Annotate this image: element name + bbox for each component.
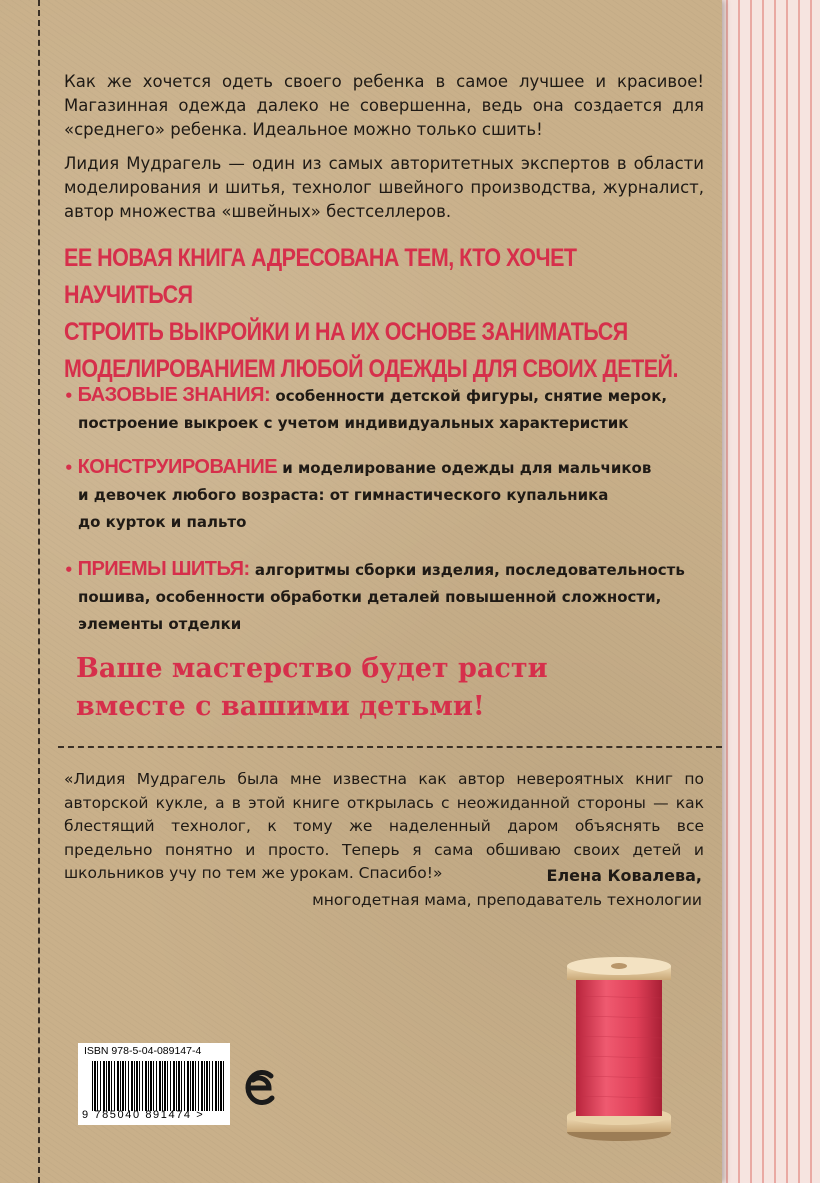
testimonial-author: Елена Ковалева,	[546, 866, 702, 885]
headline-line: МОДЕЛИРОВАНИЕМ ЛЮБОЙ ОДЕЖДЫ ДЛЯ СВОИХ ДЕТЕЙ.	[64, 355, 678, 383]
bullet-dot-icon: •	[64, 387, 74, 405]
barcode-bars	[92, 1061, 224, 1111]
headline-line: ЕЕ НОВАЯ КНИГА АДРЕСОВАНА ТЕМ, КТО ХОЧЕТ НАУЧИТЬСЯ	[64, 244, 577, 309]
bullet-text: пошива, особенности обработки деталей повышенной сложности,	[78, 588, 662, 606]
bullet-text: и девочек любого возраста: от гимнастического купальника	[78, 486, 609, 504]
slogan	[76, 650, 716, 726]
bullet-item	[64, 382, 714, 437]
bullet-keyword: ПРИЕМЫ ШИТЬЯ:	[77, 558, 250, 580]
bullet-text: до курток и пальто	[78, 513, 247, 531]
bullet-dot-icon: •	[64, 561, 74, 579]
isbn-text: ISBN 978-5-04-089147-4	[84, 1045, 202, 1057]
headline	[64, 240, 704, 388]
publisher-logo-icon	[241, 1068, 277, 1108]
bullet-text: алгоритмы сборки изделия, последовательность	[254, 561, 685, 579]
bullet-text: особенности детской фигуры, снятие мерок,	[275, 387, 668, 405]
barcode-digits: 9 785040 891474 >	[82, 1109, 205, 1121]
bullet-text: элементы отделки	[78, 615, 242, 633]
intro-paragraph-1: Как же хочется одеть своего ребенка в самое лучшее и красивое! Магазинная одежда далеко не совершенна, ведь она создается для «среднего» ребенка. Идеальное можно только сшить!	[64, 72, 704, 139]
intro-paragraph-2: Лидия Мудрагель — один из самых авторитетных экспертов в области моделирования и шитья, технолог швейного производства, журналист, автор множества «швейных» бестселлеров.	[64, 154, 704, 221]
testimonial-quote: «Лидия Мудрагель была мне известна как автор невероятных книг по авторской кукле, а в этой книге открылась с неожиданной стороны — как блестящий технолог, к тому же наделенный даром объяснять все предельно понятно и просто. Теперь я сама обшиваю своих детей и школьников учу по тем же урокам. Спасибо!»	[64, 770, 704, 882]
slogan-line: вместе с вашими детьми!	[76, 691, 485, 722]
thread-spool-icon	[564, 956, 674, 1142]
bullet-item	[64, 454, 714, 536]
bullet-text: и моделирование одежды для мальчиков	[282, 459, 652, 477]
slogan-line: Ваше мастерство будет расти	[76, 653, 548, 684]
barcode	[78, 1043, 230, 1125]
bullet-dot-icon: •	[64, 459, 74, 477]
stitch-line-vertical	[38, 0, 40, 1183]
bullet-keyword: БАЗОВЫЕ ЗНАНИЯ:	[77, 384, 271, 406]
headline-line: СТРОИТЬ ВЫКРОЙКИ И НА ИХ ОСНОВЕ ЗАНИМАТЬСЯ	[64, 318, 628, 346]
bullet-text: построение выкроек с учетом индивидуальных характеристик	[78, 414, 629, 432]
stitch-line-horizontal	[58, 746, 722, 748]
bullet-keyword: КОНСТРУИРОВАНИЕ	[77, 456, 278, 478]
testimonial-role: многодетная мама, преподаватель технологии	[312, 891, 702, 909]
bullet-item	[64, 556, 714, 638]
